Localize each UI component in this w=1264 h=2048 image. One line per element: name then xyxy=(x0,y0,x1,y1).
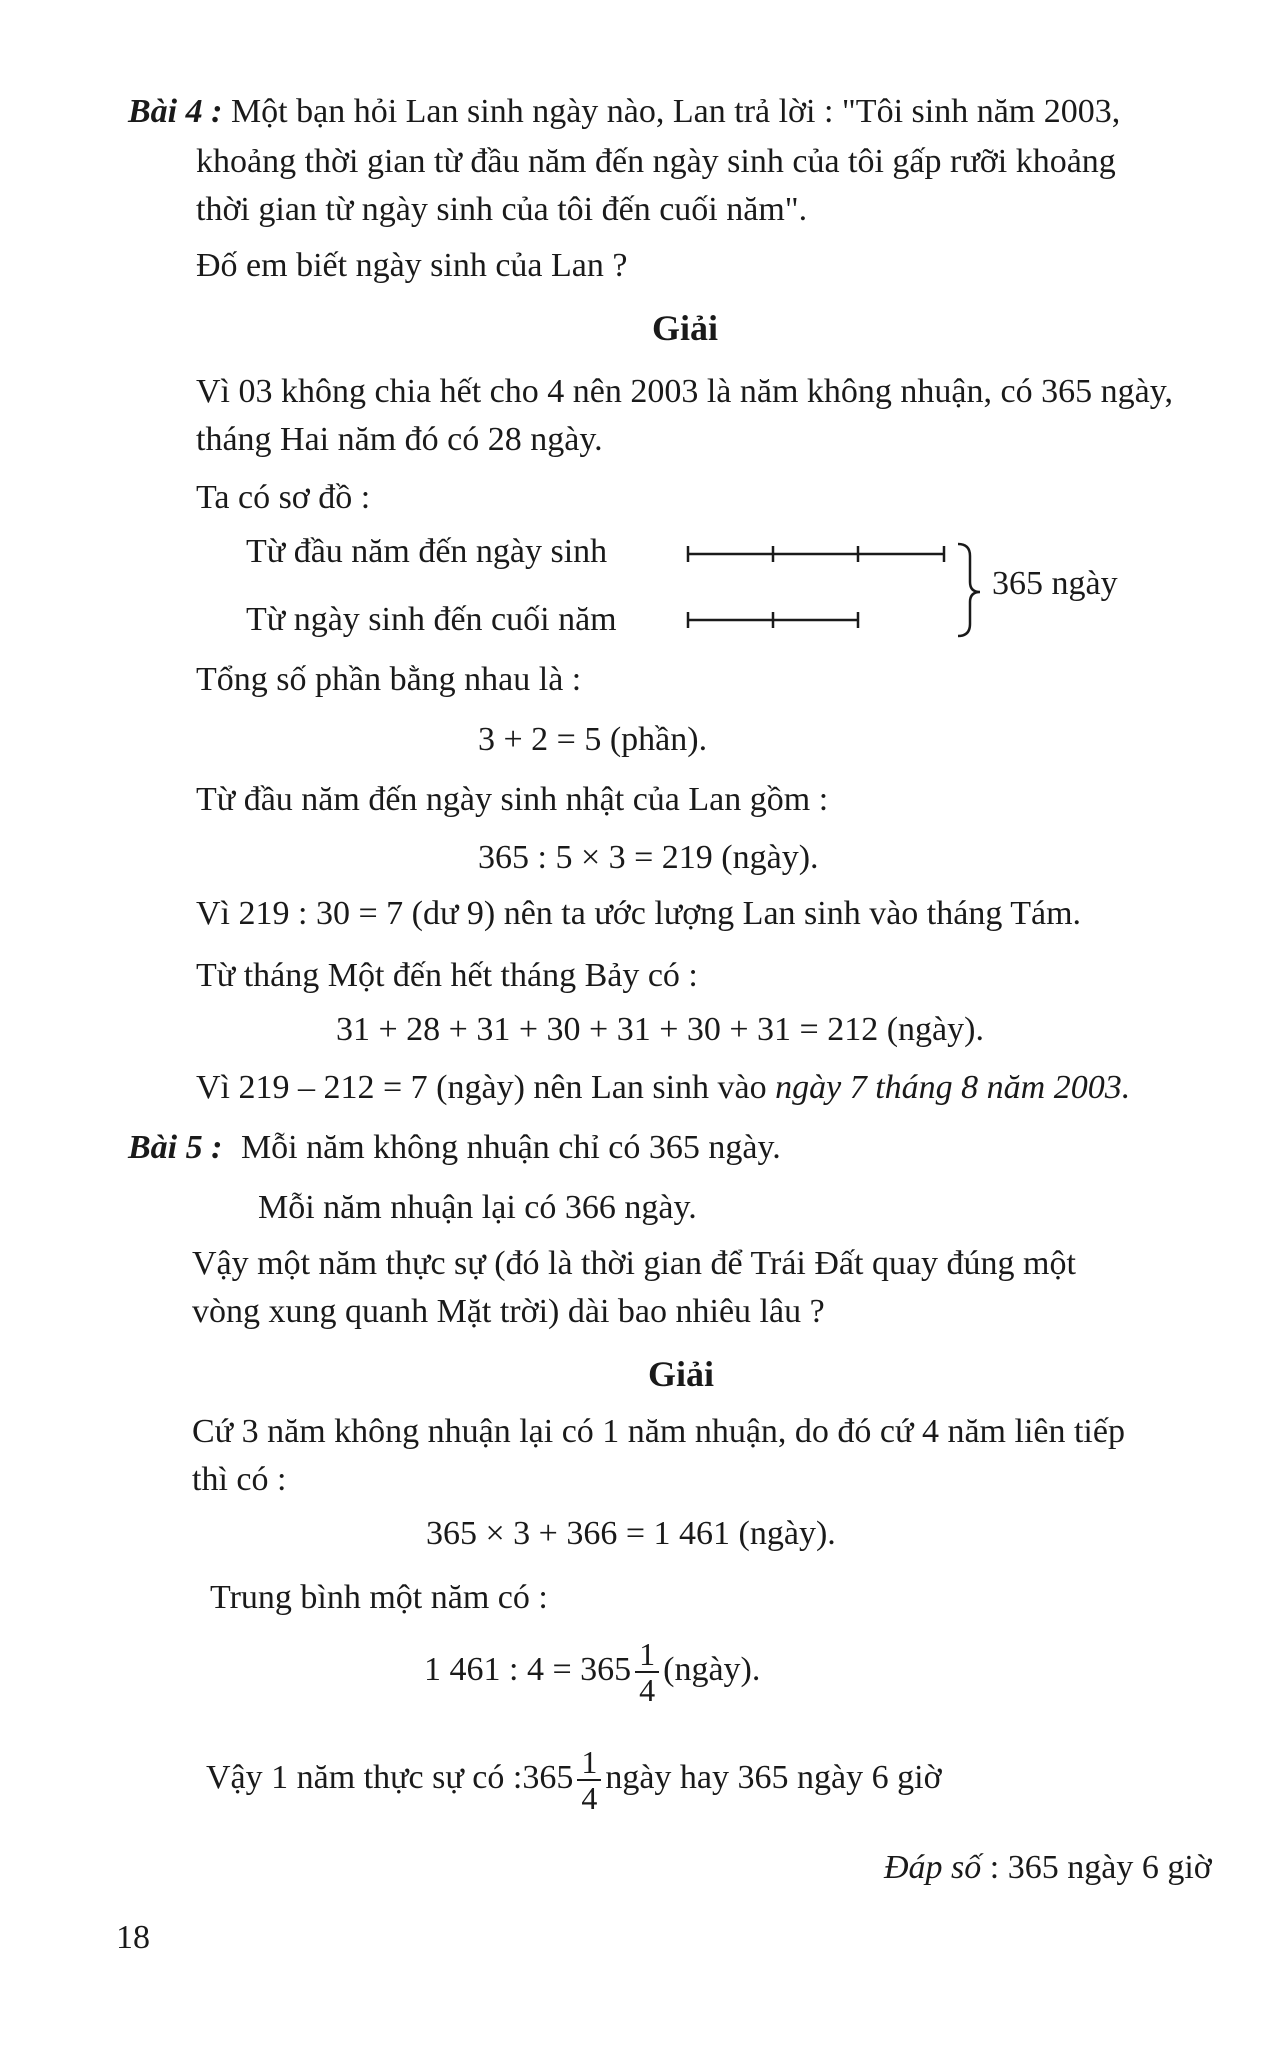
bai4-calc-days: 365 : 5 × 3 = 219 (ngày). xyxy=(478,839,819,876)
answer-label: Đáp số xyxy=(884,1849,982,1886)
bai5-solution-line-2: thì có : xyxy=(192,1461,287,1498)
fraction-numerator: 1 xyxy=(577,1745,601,1781)
bai4-solution-line-8: Vì 219 : 30 = 7 (dư 9) nên ta ước lượng Lan sinh vào tháng Tám. xyxy=(196,895,1082,932)
bai5-line-4: vòng xung quanh Mặt trời) dài bao nhiêu lâu ? xyxy=(192,1293,825,1330)
bai4-line-2: khoảng thời gian từ đầu năm đến ngày sinh của tôi gấp rưỡi khoảng xyxy=(196,143,1116,180)
answer-value: : 365 ngày 6 giờ xyxy=(981,1849,1212,1886)
page-number: 18 xyxy=(116,1919,150,1956)
bai5-calc-average xyxy=(424,1630,760,1710)
bai4-line-3: thời gian từ ngày sinh của tôi đến cuối năm". xyxy=(196,191,808,228)
diagram-brace xyxy=(958,544,980,636)
bai4-calc-months: 31 + 28 + 31 + 30 + 31 + 30 + 31 = 212 (ngày). xyxy=(336,1011,984,1048)
bai5-calc-average-text: 1 461 : 4 = 365 xyxy=(424,1651,632,1688)
fraction-one-quarter xyxy=(577,1745,601,1815)
diagram-total-label: 365 ngày xyxy=(992,565,1118,602)
bai5-conclusion-rest: ngày hay 365 ngày 6 giờ xyxy=(605,1759,942,1796)
segment-diagram xyxy=(680,536,980,646)
bai5-calc-total: 365 × 3 + 366 = 1 461 (ngày). xyxy=(426,1515,836,1552)
bai4-text-1: Một bạn hỏi Lan sinh ngày nào, Lan trả lời : "Tôi sinh năm 2003, xyxy=(230,93,1121,130)
bai4-calc-parts: 3 + 2 = 5 (phần). xyxy=(478,721,708,758)
fraction-one-quarter xyxy=(635,1637,659,1707)
bai5-line-2: Mỗi năm nhuận lại có 366 ngày. xyxy=(258,1189,697,1226)
bai4-solution-line-3: Ta có sơ đồ : xyxy=(196,479,371,516)
fraction-numerator: 1 xyxy=(635,1637,659,1673)
bai5-solution-line-1: Cứ 3 năm không nhuận lại có 1 năm nhuận, do đó cứ 4 năm liên tiếp xyxy=(192,1413,1125,1450)
diagram-row1-segment xyxy=(688,546,944,562)
diagram-row1-label: Từ đầu năm đến ngày sinh xyxy=(246,533,608,570)
bai4-conclusion xyxy=(196,1068,1130,1108)
bai4-solution-line-2: tháng Hai năm đó có 28 ngày. xyxy=(196,421,603,458)
bai4-question: Đố em biết ngày sinh của Lan ? xyxy=(196,247,628,284)
bai5-text-1: Mỗi năm không nhuận chỉ có 365 ngày. xyxy=(240,1129,781,1166)
bai5-calc-average-unit: (ngày). xyxy=(663,1651,761,1688)
bai4-solution-line-4: Tổng số phần bằng nhau là : xyxy=(196,661,582,698)
bai4-solution-heading: Giải xyxy=(652,308,719,348)
bai4-solution-line-9: Từ tháng Một đến hết tháng Bảy có : xyxy=(196,957,698,994)
bai4-conclusion-text: Vì 219 – 212 = 7 (ngày) nên Lan sinh vào xyxy=(196,1069,776,1106)
diagram-row2-label: Từ ngày sinh đến cuối năm xyxy=(246,601,617,638)
fraction-denominator: 4 xyxy=(639,1672,656,1709)
bai5-conclusion xyxy=(206,1738,942,1818)
bai5-conclusion-text: Vậy 1 năm thực sự có :365 xyxy=(206,1759,574,1796)
fraction-denominator: 4 xyxy=(581,1780,598,1817)
bai5-line-1 xyxy=(128,1128,781,1168)
bai5-solution-heading: Giải xyxy=(648,1354,715,1394)
bai5-label: Bài 5 : xyxy=(128,1129,223,1166)
bai5-line-3: Vậy một năm thực sự (đó là thời gian để Trái Đất quay đúng một xyxy=(192,1245,1076,1282)
bai4-label: Bài 4 : xyxy=(128,93,223,130)
diagram-row2-segment xyxy=(688,612,858,628)
bai4-birthday: ngày 7 tháng 8 năm 2003. xyxy=(775,1069,1131,1106)
bai4-line-1 xyxy=(128,92,1120,132)
bai5-solution-line-4: Trung bình một năm có : xyxy=(210,1579,548,1616)
bai5-answer xyxy=(884,1848,1212,1888)
bai4-solution-line-1: Vì 03 không chia hết cho 4 nên 2003 là năm không nhuận, có 365 ngày, xyxy=(196,373,1173,410)
bai4-solution-line-6: Từ đầu năm đến ngày sinh nhật của Lan gồm : xyxy=(196,781,829,818)
